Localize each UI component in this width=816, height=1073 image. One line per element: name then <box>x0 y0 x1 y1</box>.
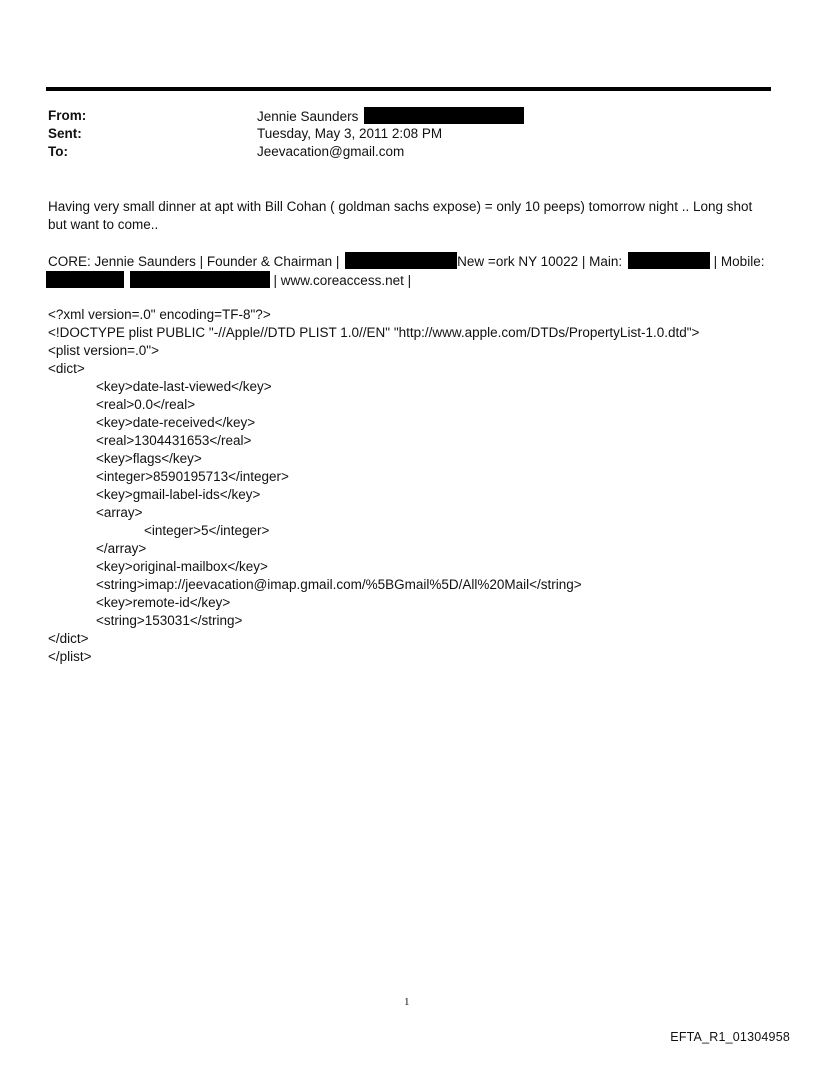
plist-block <box>48 306 699 666</box>
xml-line: <key>date-received</key> <box>96 415 256 430</box>
xml-line: <key>remote-id</key> <box>96 595 231 610</box>
document-id: EFTA_R1_01304958 <box>670 1030 790 1044</box>
xml-line: <string>imap://jeevacation@imap.gmail.com/%5BGmail%5D/All%20Mail</string> <box>96 577 582 592</box>
message-line-1: Having very small dinner at apt with Bill Cohan ( goldman sachs expose) = only 10 peeps) tomorrow night .. Long shot <box>48 199 753 214</box>
xml-line: </plist> <box>48 649 92 664</box>
xml-line: <real>1304431653</real> <box>96 433 252 448</box>
xml-line: <integer>5</integer> <box>144 523 270 538</box>
xml-line: <!DOCTYPE plist PUBLIC "-//Apple//DTD PLIST 1.0//EN" "http://www.apple.com/DTDs/PropertyList-1.0.dtd"> <box>48 325 700 340</box>
redaction-box <box>130 271 270 288</box>
redaction-box <box>345 252 457 269</box>
xml-line: <key>date-last-viewed</key> <box>96 379 272 394</box>
signature-text-3: | Mobile: <box>713 254 765 269</box>
from-value <box>257 107 524 126</box>
redaction-box <box>364 107 524 124</box>
sent-value: Tuesday, May 3, 2011 2:08 PM <box>257 126 443 141</box>
signature-text-2: New =ork NY 10022 | Main: <box>457 254 623 269</box>
redaction-box <box>46 271 124 288</box>
redaction-box <box>628 252 710 269</box>
signature <box>48 252 768 290</box>
from-label: From: <box>48 108 87 123</box>
signature-line-1 <box>48 252 768 271</box>
xml-line: </dict> <box>48 631 89 646</box>
xml-line: <key>gmail-label-ids</key> <box>96 487 261 502</box>
xml-line: <dict> <box>48 361 85 376</box>
signature-line-2 <box>48 271 768 290</box>
to-label: To: <box>48 144 68 159</box>
sender-name: Jennie Saunders <box>257 109 359 124</box>
xml-line: </array> <box>96 541 147 556</box>
xml-line: <array> <box>96 505 143 520</box>
xml-line: <key>flags</key> <box>96 451 202 466</box>
xml-line: <real>0.0</real> <box>96 397 196 412</box>
signature-text-1: CORE: Jennie Saunders | Founder & Chairman | <box>48 254 340 269</box>
page-number: 1 <box>404 996 410 1008</box>
sent-label: Sent: <box>48 126 82 141</box>
signature-text-4: | www.coreaccess.net | <box>273 273 412 288</box>
message-body <box>48 198 768 234</box>
xml-line: <string>153031</string> <box>96 613 243 628</box>
to-value: Jeevacation@gmail.com <box>257 144 405 159</box>
xml-line: <key>original-mailbox</key> <box>96 559 268 574</box>
xml-line: <?xml version=.0" encoding=TF-8"?> <box>48 307 271 322</box>
message-line-2: but want to come.. <box>48 217 159 232</box>
xml-line: <integer>8590195713</integer> <box>96 469 289 484</box>
xml-line: <plist version=.0"> <box>48 343 159 358</box>
header-rule <box>46 87 771 91</box>
